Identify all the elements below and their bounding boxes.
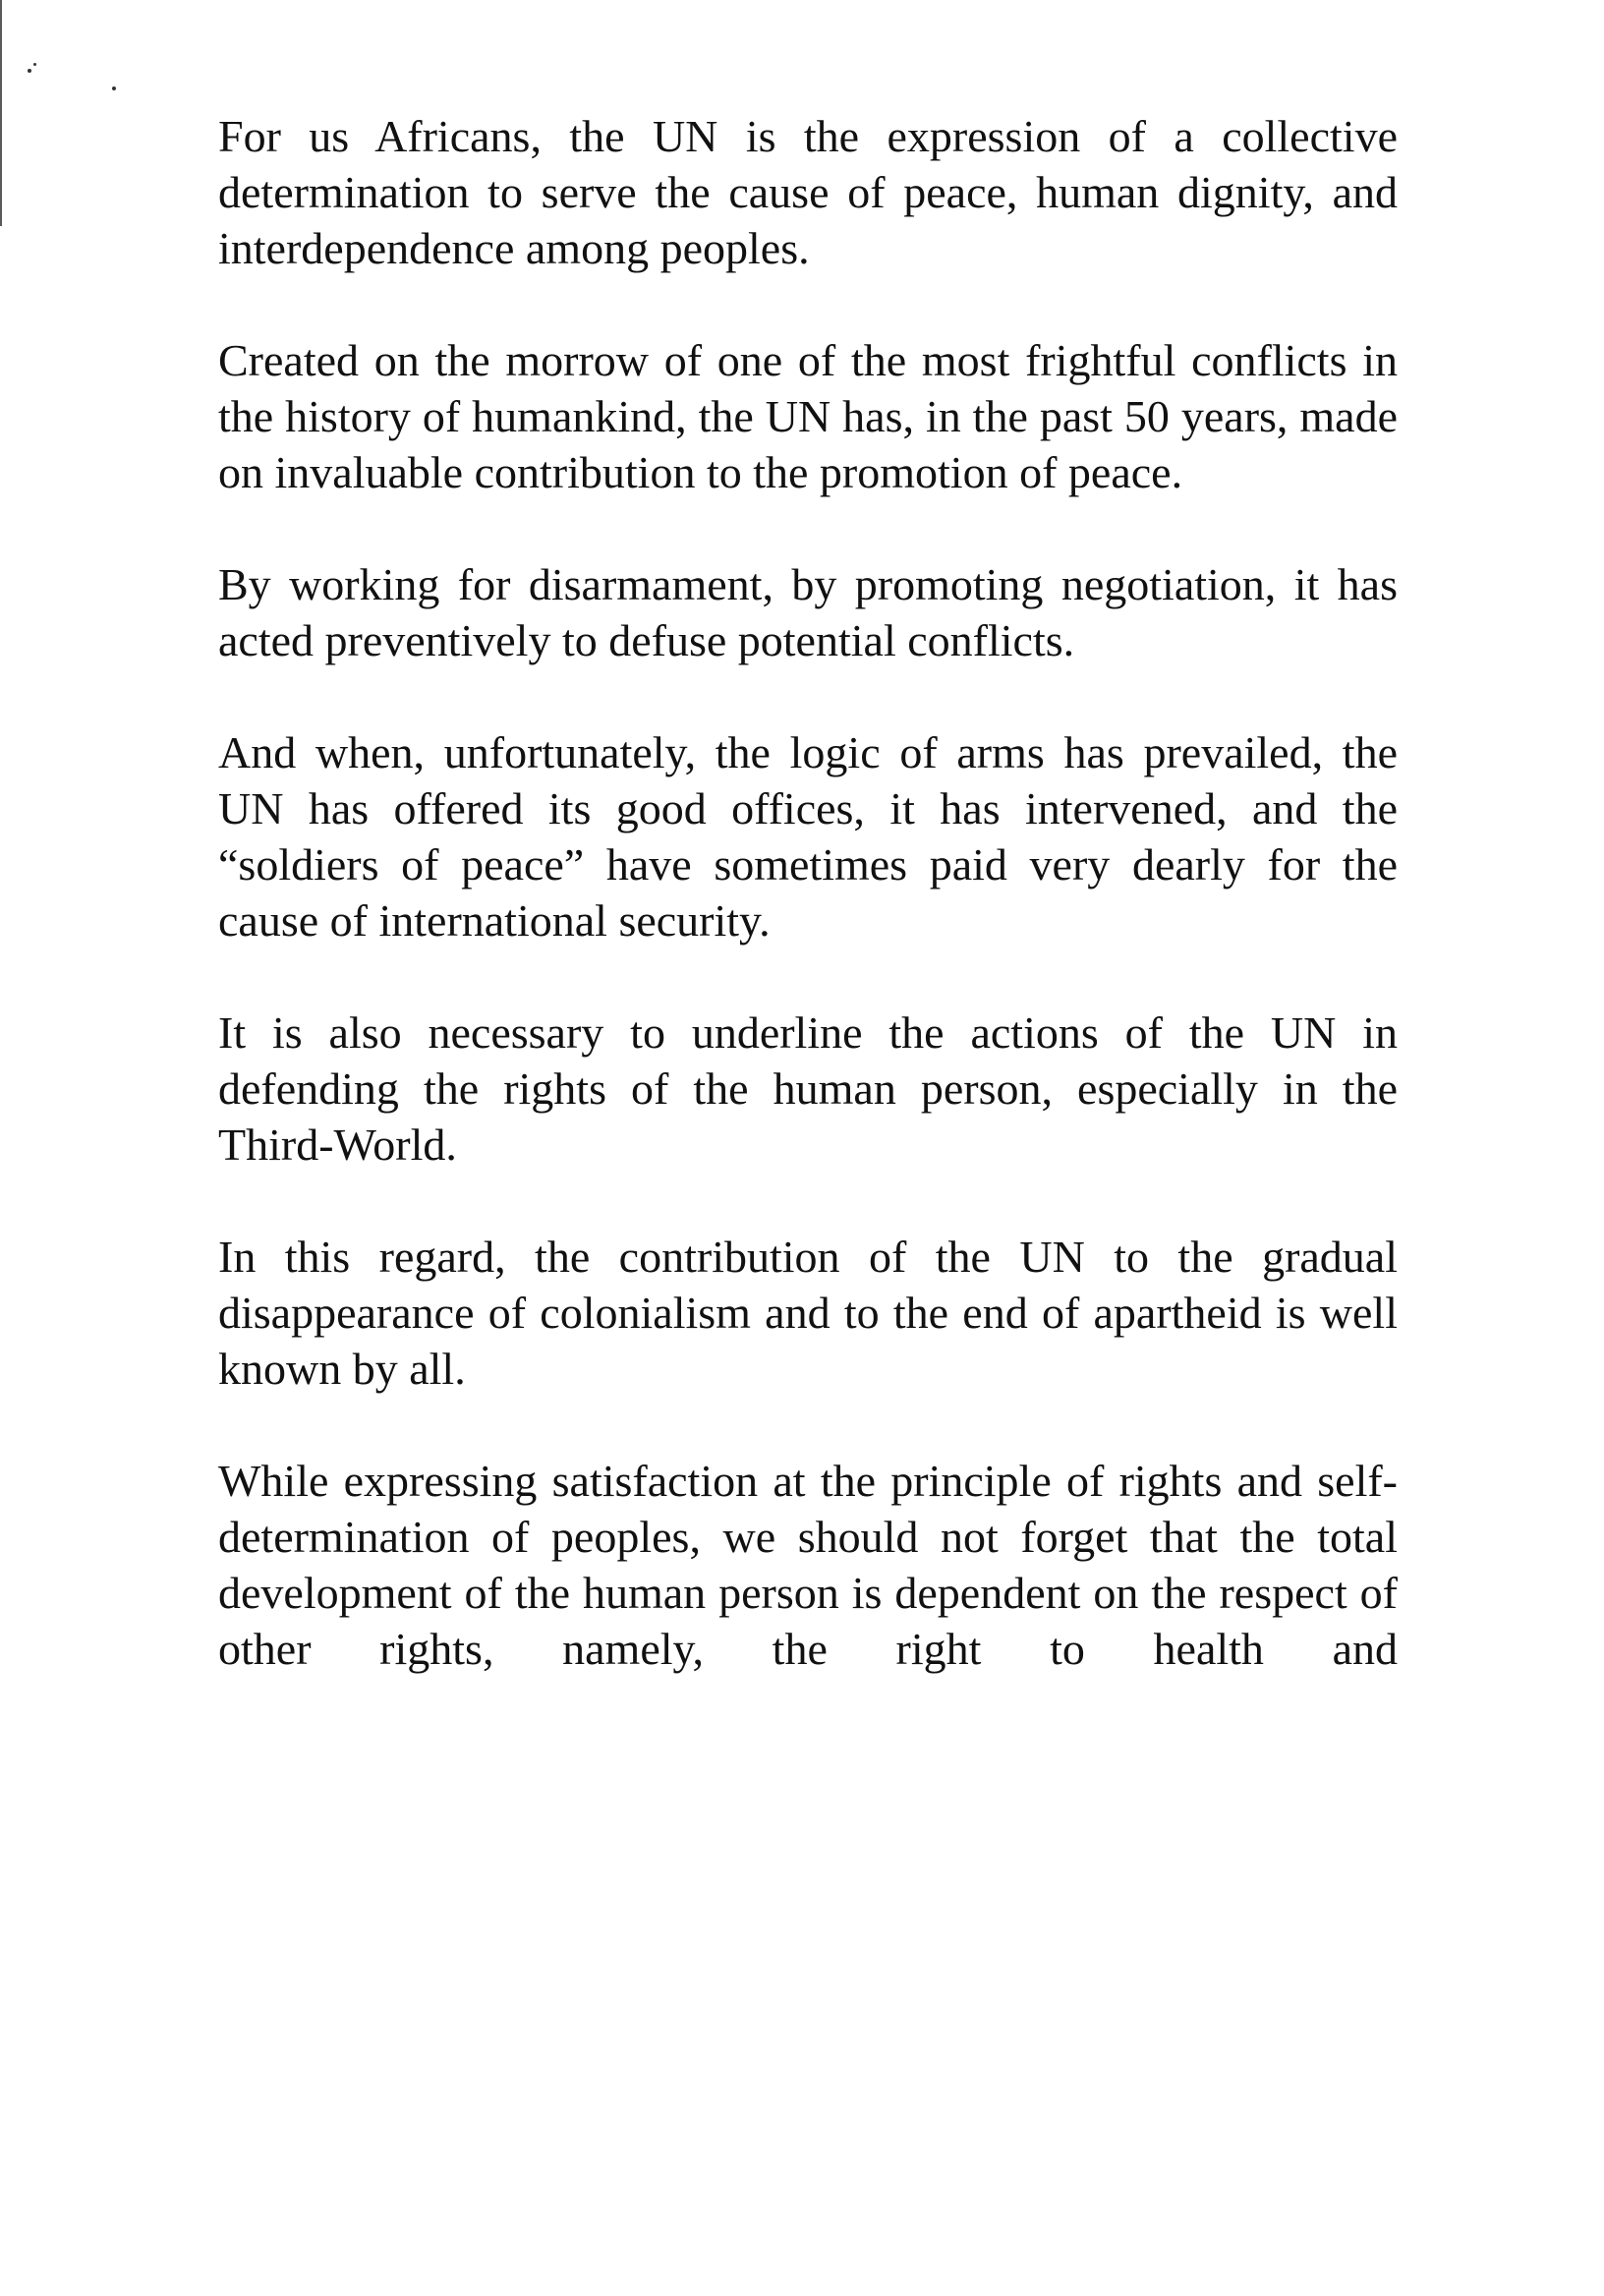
scan-speck bbox=[112, 86, 116, 90]
paragraph-1: For us Africans, the UN is the expression of a collective determination to serve the cause of peace, human dignity, and interdependence among peoples. bbox=[218, 111, 1398, 273]
paragraph-3: By working for disarmament, by promoting negotiation, it has acted preventively to defuse potential conflicts. bbox=[218, 559, 1398, 665]
document-body bbox=[218, 108, 1398, 1677]
scan-edge-mark bbox=[0, 0, 2, 226]
paragraph-4: And when, unfortunately, the logic of arms has prevailed, the UN has offered its good offices, it has intervened, and the “soldiers of peace” have sometimes paid very dearly for the cause of international security. bbox=[218, 727, 1398, 946]
paragraph-6: In this regard, the contribution of the UN to the gradual disappearance of colonialism and to the end of apartheid is well known by all. bbox=[218, 1232, 1398, 1394]
paragraph-2: Created on the morrow of one of the most frightful conflicts in the history of humankind, the UN has, in the past 50 years, made on invaluable contribution to the promotion of peace. bbox=[218, 335, 1398, 497]
scan-speck bbox=[33, 63, 36, 66]
scan-speck bbox=[28, 69, 31, 73]
paragraph-7: While expressing satisfaction at the principle of rights and self-determination of peoples, we should not forget that the total development of the human person is dependent on the respect of other rights, namely, the right to health and bbox=[218, 1456, 1398, 1674]
paragraph-5: It is also necessary to underline the actions of the UN in defending the rights of the human person, especially in the Third-World. bbox=[218, 1007, 1398, 1170]
